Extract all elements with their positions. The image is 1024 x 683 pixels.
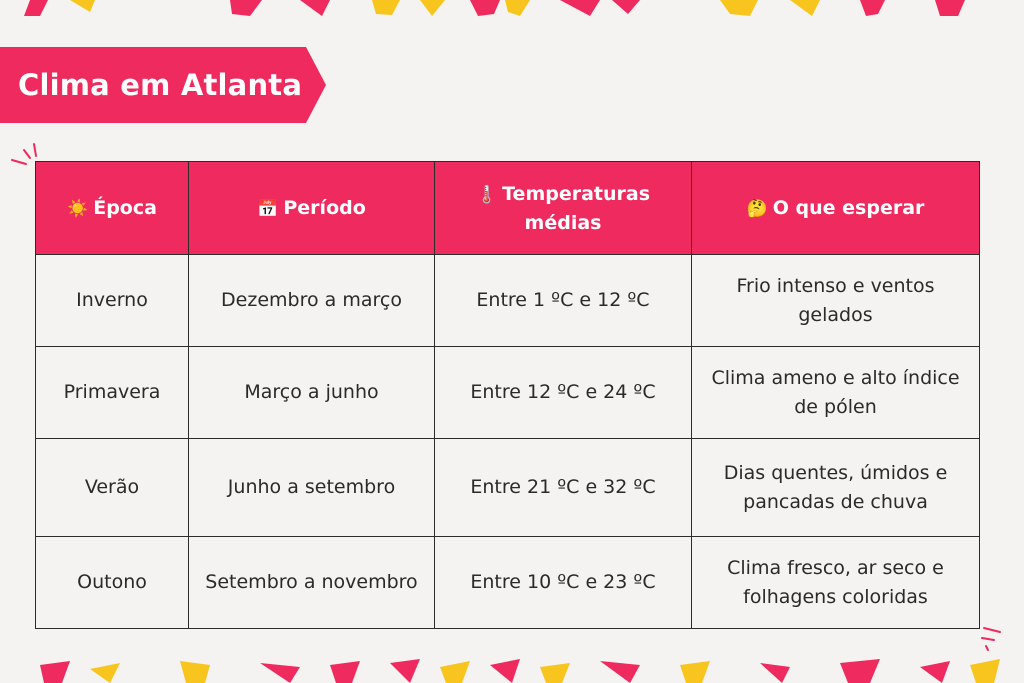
- bottom-decoration: [0, 655, 1024, 683]
- header-label: O que esperar: [772, 196, 925, 219]
- header-label: Época: [93, 196, 157, 219]
- header-label: Período: [283, 196, 366, 219]
- cell-temperatures: Entre 21 ºC e 32 ºC: [435, 439, 692, 537]
- top-decoration: [0, 0, 1024, 18]
- spark-decoration-bottom-right: [978, 626, 1006, 652]
- table-row: [36, 537, 980, 629]
- cell-expectations: Clima ameno e alto índice de pólen: [692, 347, 980, 439]
- climate-table: [35, 161, 980, 629]
- cell-season: Verão: [36, 439, 189, 537]
- header-temperatures: [435, 162, 692, 255]
- header-label: Temperaturas médias: [502, 182, 651, 234]
- header-season: [36, 162, 189, 255]
- cell-season: Primavera: [36, 347, 189, 439]
- cell-period: Dezembro a março: [189, 255, 435, 347]
- cell-expectations: Frio intenso e ventos gelados: [692, 255, 980, 347]
- table-row: [36, 255, 980, 347]
- thermometer-icon: 🌡️: [475, 184, 498, 205]
- cell-expectations: Clima fresco, ar seco e folhagens coloridas: [692, 537, 980, 629]
- cell-temperatures: Entre 1 ºC e 12 ºC: [435, 255, 692, 347]
- cell-period: Junho a setembro: [189, 439, 435, 537]
- table-row: [36, 439, 980, 537]
- page-title: Clima em Atlanta: [18, 68, 303, 102]
- table-header-row: [36, 162, 980, 255]
- cell-season: Outono: [36, 537, 189, 629]
- sun-icon: ☀️: [67, 198, 89, 219]
- cell-temperatures: Entre 12 ºC e 24 ºC: [435, 347, 692, 439]
- title-banner: [0, 47, 326, 123]
- cell-season: Inverno: [36, 255, 189, 347]
- cell-period: Março a junho: [189, 347, 435, 439]
- header-period: [189, 162, 435, 255]
- thinking-face-icon: 🤔: [746, 198, 768, 219]
- calendar-icon: 📅: [257, 198, 279, 219]
- cell-temperatures: Entre 10 ºC e 23 ºC: [435, 537, 692, 629]
- header-expectations: [692, 162, 980, 255]
- cell-period: Setembro a novembro: [189, 537, 435, 629]
- cell-expectations: Dias quentes, úmidos e pancadas de chuva: [692, 439, 980, 537]
- table-row: [36, 347, 980, 439]
